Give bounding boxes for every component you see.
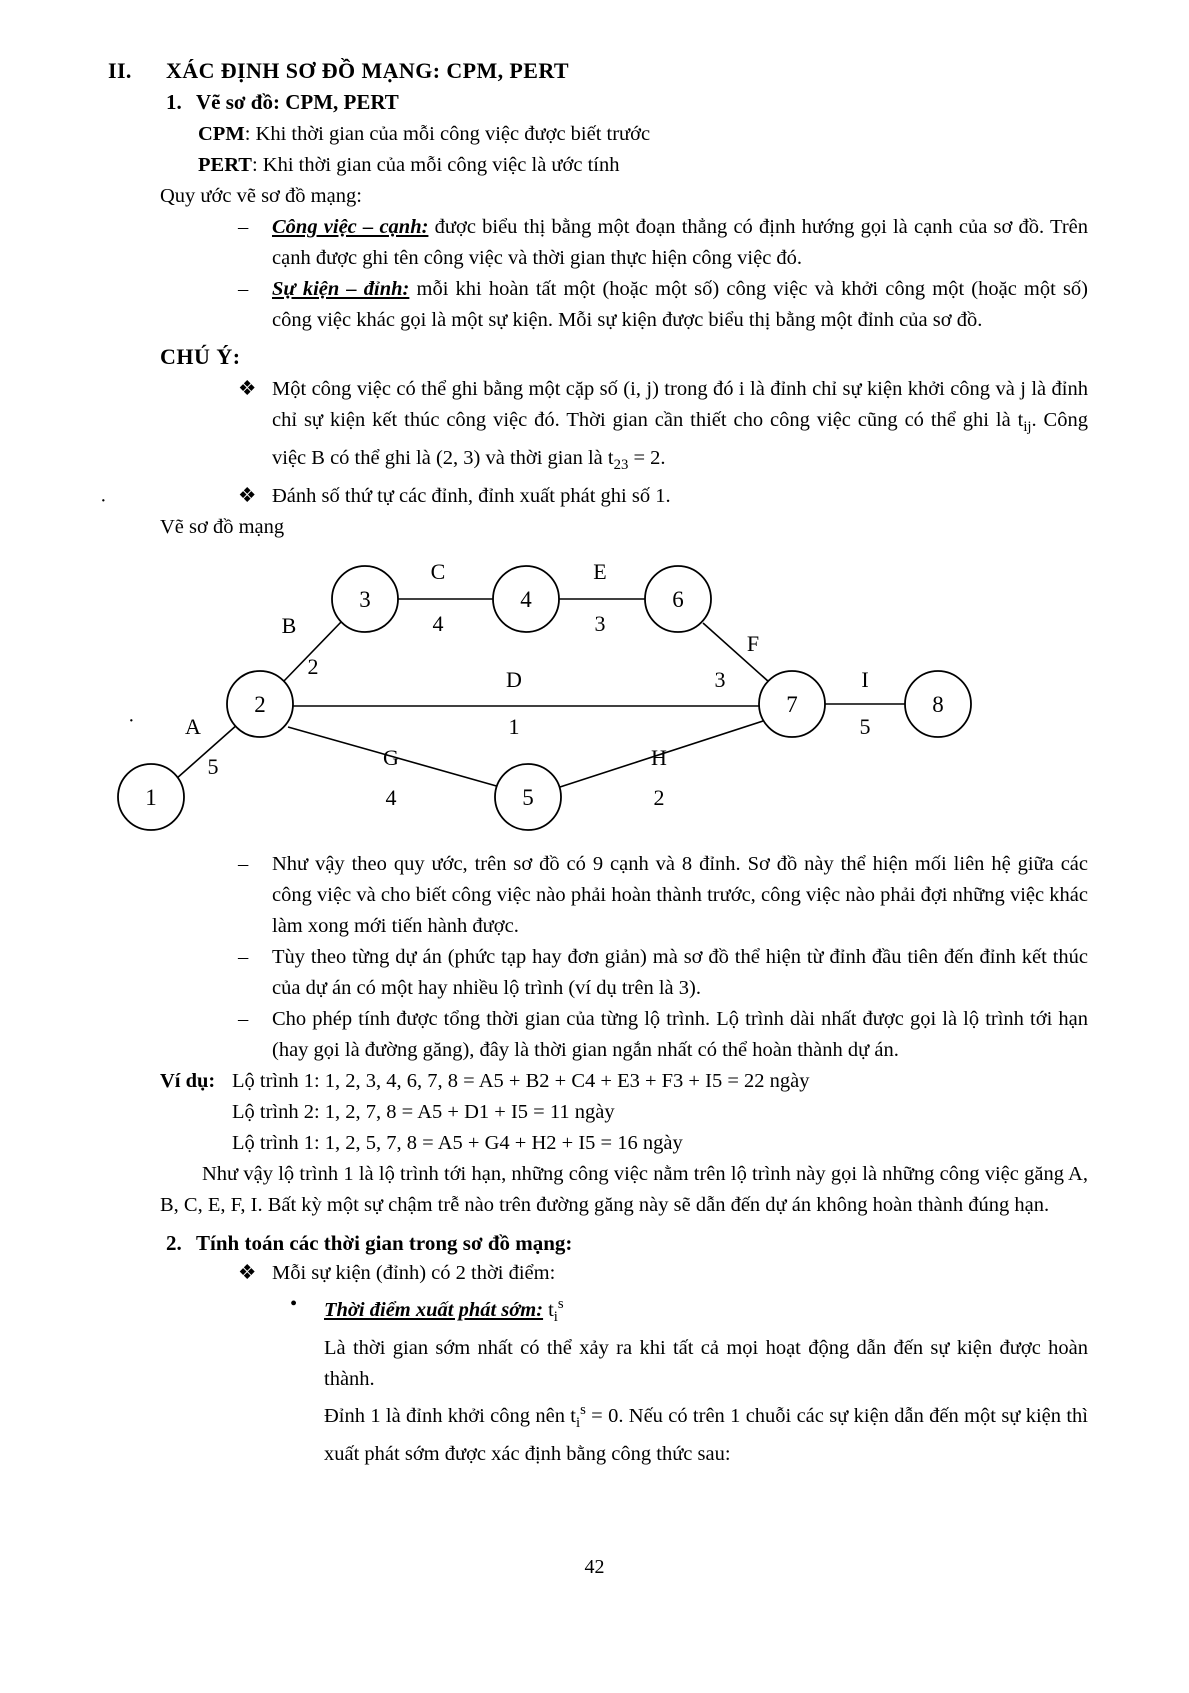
edge-label-A: A: [185, 714, 201, 740]
network-diagram: [108, 549, 1088, 849]
page-title: [108, 58, 1088, 84]
example-label: Ví dụ:: [160, 1070, 216, 1093]
margin-tick-2: ·: [128, 710, 135, 732]
paragraph-formula-intro: [324, 1395, 1088, 1470]
diamond-bullet-icon: ❖: [238, 1262, 257, 1285]
edge-label-C: C: [430, 559, 446, 585]
note-text-c: = 2.: [628, 447, 666, 470]
round-bullet-icon: •: [290, 1293, 298, 1316]
list-item-text: Tùy theo từng dự án (phức tạp hay đơn giản) mà sơ đồ thể hiện từ đỉnh đầu tiên đến đỉnh kết thúc của dự án có một hay nhiều lộ trình (ví dụ trên là 3).: [272, 946, 1088, 1000]
node-8-label: 8: [932, 692, 944, 718]
node-4-label: 4: [520, 587, 532, 613]
diamond-bullet-icon: ❖: [238, 378, 257, 400]
dash-marker: –: [238, 278, 249, 300]
chu-y-heading: CHÚ Ý:: [160, 344, 241, 369]
example-line-1: Lộ trình 1: 1, 2, 3, 4, 6, 7, 8 = A5 + B2 + C4 + E3 + F3 + I5 = 22 ngày: [232, 1070, 810, 1093]
heading-text: XÁC ĐỊNH SƠ ĐỒ MẠNG: CPM, PERT: [166, 58, 569, 83]
page-number: 42: [584, 1556, 605, 1578]
ve-so-do-label: Vẽ sơ đồ mạng: [160, 516, 285, 539]
note-text-a: Một công việc có thể ghi bằng một cặp số (i, j) trong đó i là đỉnh chỉ sự kiện khởi công và j là đỉnh chỉ sự kiện kết thúc công việc đó. Thời gian cần thiết cho công việc cũng có thể ghi là t: [272, 378, 1088, 431]
heading-number: II.: [108, 58, 132, 83]
page-content: [108, 58, 1088, 1470]
section-1-title: Vẽ sơ đồ: CPM, PERT: [196, 90, 399, 114]
list-item: [238, 942, 1088, 1004]
list-item: [238, 212, 1088, 274]
list-item-text: Như vậy theo quy ước, trên sơ đồ có 9 cạnh và 8 đỉnh. Sơ đồ này thể hiện mối liên hệ giữa các công việc và cho biết công việc nào phải hoàn thành trước, công việc nào phải đợi những việc khác làm xong mới tiến hành được.: [272, 853, 1088, 938]
note-sub-23: 23: [613, 457, 629, 474]
edge-label-G: G: [383, 745, 399, 771]
list-item-text: được biểu thị bằng một đoạn thẳng có định hướng gọi là cạnh của sơ đồ. Trên cạnh được ghi tên công việc và thời gian thực hiện công việc đó.: [272, 216, 1088, 269]
var-t: t: [548, 1299, 554, 1322]
edge-weight-D: 1: [508, 714, 520, 740]
edge-weight-A: 5: [207, 754, 219, 780]
example-block: [160, 1066, 1088, 1097]
var-t-sub: i: [553, 1309, 558, 1326]
pert-definition: [198, 150, 1088, 181]
list-item: [238, 849, 1088, 942]
closing-paragraph: Như vậy lộ trình 1 là lộ trình tới hạn, những công việc nằm trên lộ trình này gọi là những công việc găng A, B, C, E, F, I. Bất kỳ một sự chậm trễ nào trên đường găng này sẽ dẫn đến dự án không hoàn thành đúng hạn.: [160, 1163, 1088, 1217]
edge-weight-C: 4: [432, 611, 444, 637]
term-su-kien-dinh: Sự kiện – đỉnh:: [272, 278, 410, 300]
diamond-bullet-icon: ❖: [238, 485, 257, 508]
edge-label-B: B: [281, 613, 297, 639]
list-item-body: Đánh số thứ tự các đỉnh, đỉnh xuất phát ghi số 1.: [272, 485, 671, 508]
node-6-label: 6: [672, 587, 684, 613]
node-5-label: 5: [522, 785, 534, 811]
edge-label-H: H: [651, 745, 667, 771]
list-item-body: [324, 1289, 1088, 1333]
cpm-definition: [198, 119, 1088, 150]
list-item: [290, 1289, 1088, 1333]
note-text-b: . Công việc B có thể ghi là (2, 3) và thời gian là t: [272, 409, 1088, 470]
edge-weight-E: 3: [594, 611, 606, 637]
cpm-text: : Khi thời gian của mỗi công việc được biết trước: [244, 123, 651, 145]
list-item-body: [272, 212, 1088, 274]
list-item: [238, 1258, 1088, 1289]
term-cong-viec-canh: Công việc – cạnh:: [272, 216, 429, 238]
node-3-label: 3: [359, 587, 371, 613]
node-1-label: 1: [145, 785, 157, 811]
edge-weight-F: 3: [714, 667, 726, 693]
pert-label: PERT: [198, 154, 252, 176]
formula-sup: s: [580, 1402, 586, 1419]
list-item: [238, 481, 1088, 512]
cpm-label: CPM: [198, 123, 245, 145]
list-item-body: [272, 374, 1088, 481]
section-1-heading: [166, 90, 1088, 115]
quy-uoc-line: Quy ước vẽ sơ đồ mạng:: [160, 185, 362, 207]
formula-text-a: Đỉnh 1 là đỉnh khởi công nên t: [324, 1404, 576, 1427]
edge-label-F: F: [746, 631, 760, 657]
list-item: [238, 1004, 1088, 1066]
section-1-number: 1.: [166, 90, 182, 114]
edge-weight-I: 5: [859, 714, 871, 740]
var-t-sup: s: [557, 1296, 564, 1313]
term-thoi-diem-xuat-phat-som: Thời điểm xuất phát sớm:: [324, 1299, 544, 1322]
section-2-title: Tính toán các thời gian trong sơ đồ mạng:: [196, 1231, 573, 1256]
example-line-3: Lộ trình 1: 1, 2, 5, 7, 8 = A5 + G4 + H2 + I5 = 16 ngày: [232, 1132, 683, 1155]
dash-marker: –: [238, 1008, 249, 1031]
pert-text: : Khi thời gian của mỗi công việc là ước tính: [251, 154, 620, 176]
list-item: [238, 374, 1088, 481]
edge-label-I: I: [861, 667, 869, 693]
list-item-text: mỗi khi hoàn tất một (hoặc một số) công việc và khởi công một (hoặc một số) công việc khác gọi là một sự kiện. Mỗi sự kiện được biểu thị bằng một đỉnh của sơ đồ.: [272, 278, 1089, 331]
edge-weight-G: 4: [385, 785, 397, 811]
dash-marker: –: [238, 946, 249, 969]
edge-label-D: D: [506, 667, 522, 693]
formula-text-b: = 0. Nếu có trên 1 chuỗi các sự kiện dẫn đến một sự kiện thì xuất phát sớm được xác định bằng công thức sau:: [324, 1404, 1089, 1466]
edge-label-E: E: [593, 559, 607, 585]
network-diagram-svg: [108, 549, 1088, 849]
note-sub-ij: ij: [1023, 419, 1032, 436]
node-7-label: 7: [786, 692, 798, 718]
example-line-2: Lộ trình 2: 1, 2, 7, 8 = A5 + D1 + I5 = 11 ngày: [232, 1101, 615, 1124]
list-item-text: Mỗi sự kiện (đỉnh) có 2 thời điểm:: [272, 1262, 556, 1285]
dash-marker: –: [238, 853, 249, 876]
section-2-heading: [166, 1231, 1088, 1256]
section-2-number: 2.: [166, 1231, 182, 1256]
list-item-text: Cho phép tính được tổng thời gian của từng lộ trình. Lộ trình dài nhất được gọi là lộ trình tới hạn (hay gọi là đường găng), đây là thời gian ngắn nhất có thể hoàn thành dự án.: [272, 1008, 1088, 1062]
list-item: [238, 274, 1088, 336]
edge-weight-H: 2: [653, 785, 665, 811]
margin-tick-1: ·: [100, 490, 107, 512]
edge-weight-B: 2: [307, 654, 319, 680]
node-2-label: 2: [254, 692, 266, 718]
paragraph-early-start: Là thời gian sớm nhất có thể xảy ra khi tất cả mọi hoạt động dẫn đến sự kiện được hoàn thành.: [324, 1337, 1088, 1391]
dash-marker: –: [238, 216, 249, 238]
formula-sub: i: [575, 1415, 581, 1432]
list-item-body: [272, 274, 1088, 336]
